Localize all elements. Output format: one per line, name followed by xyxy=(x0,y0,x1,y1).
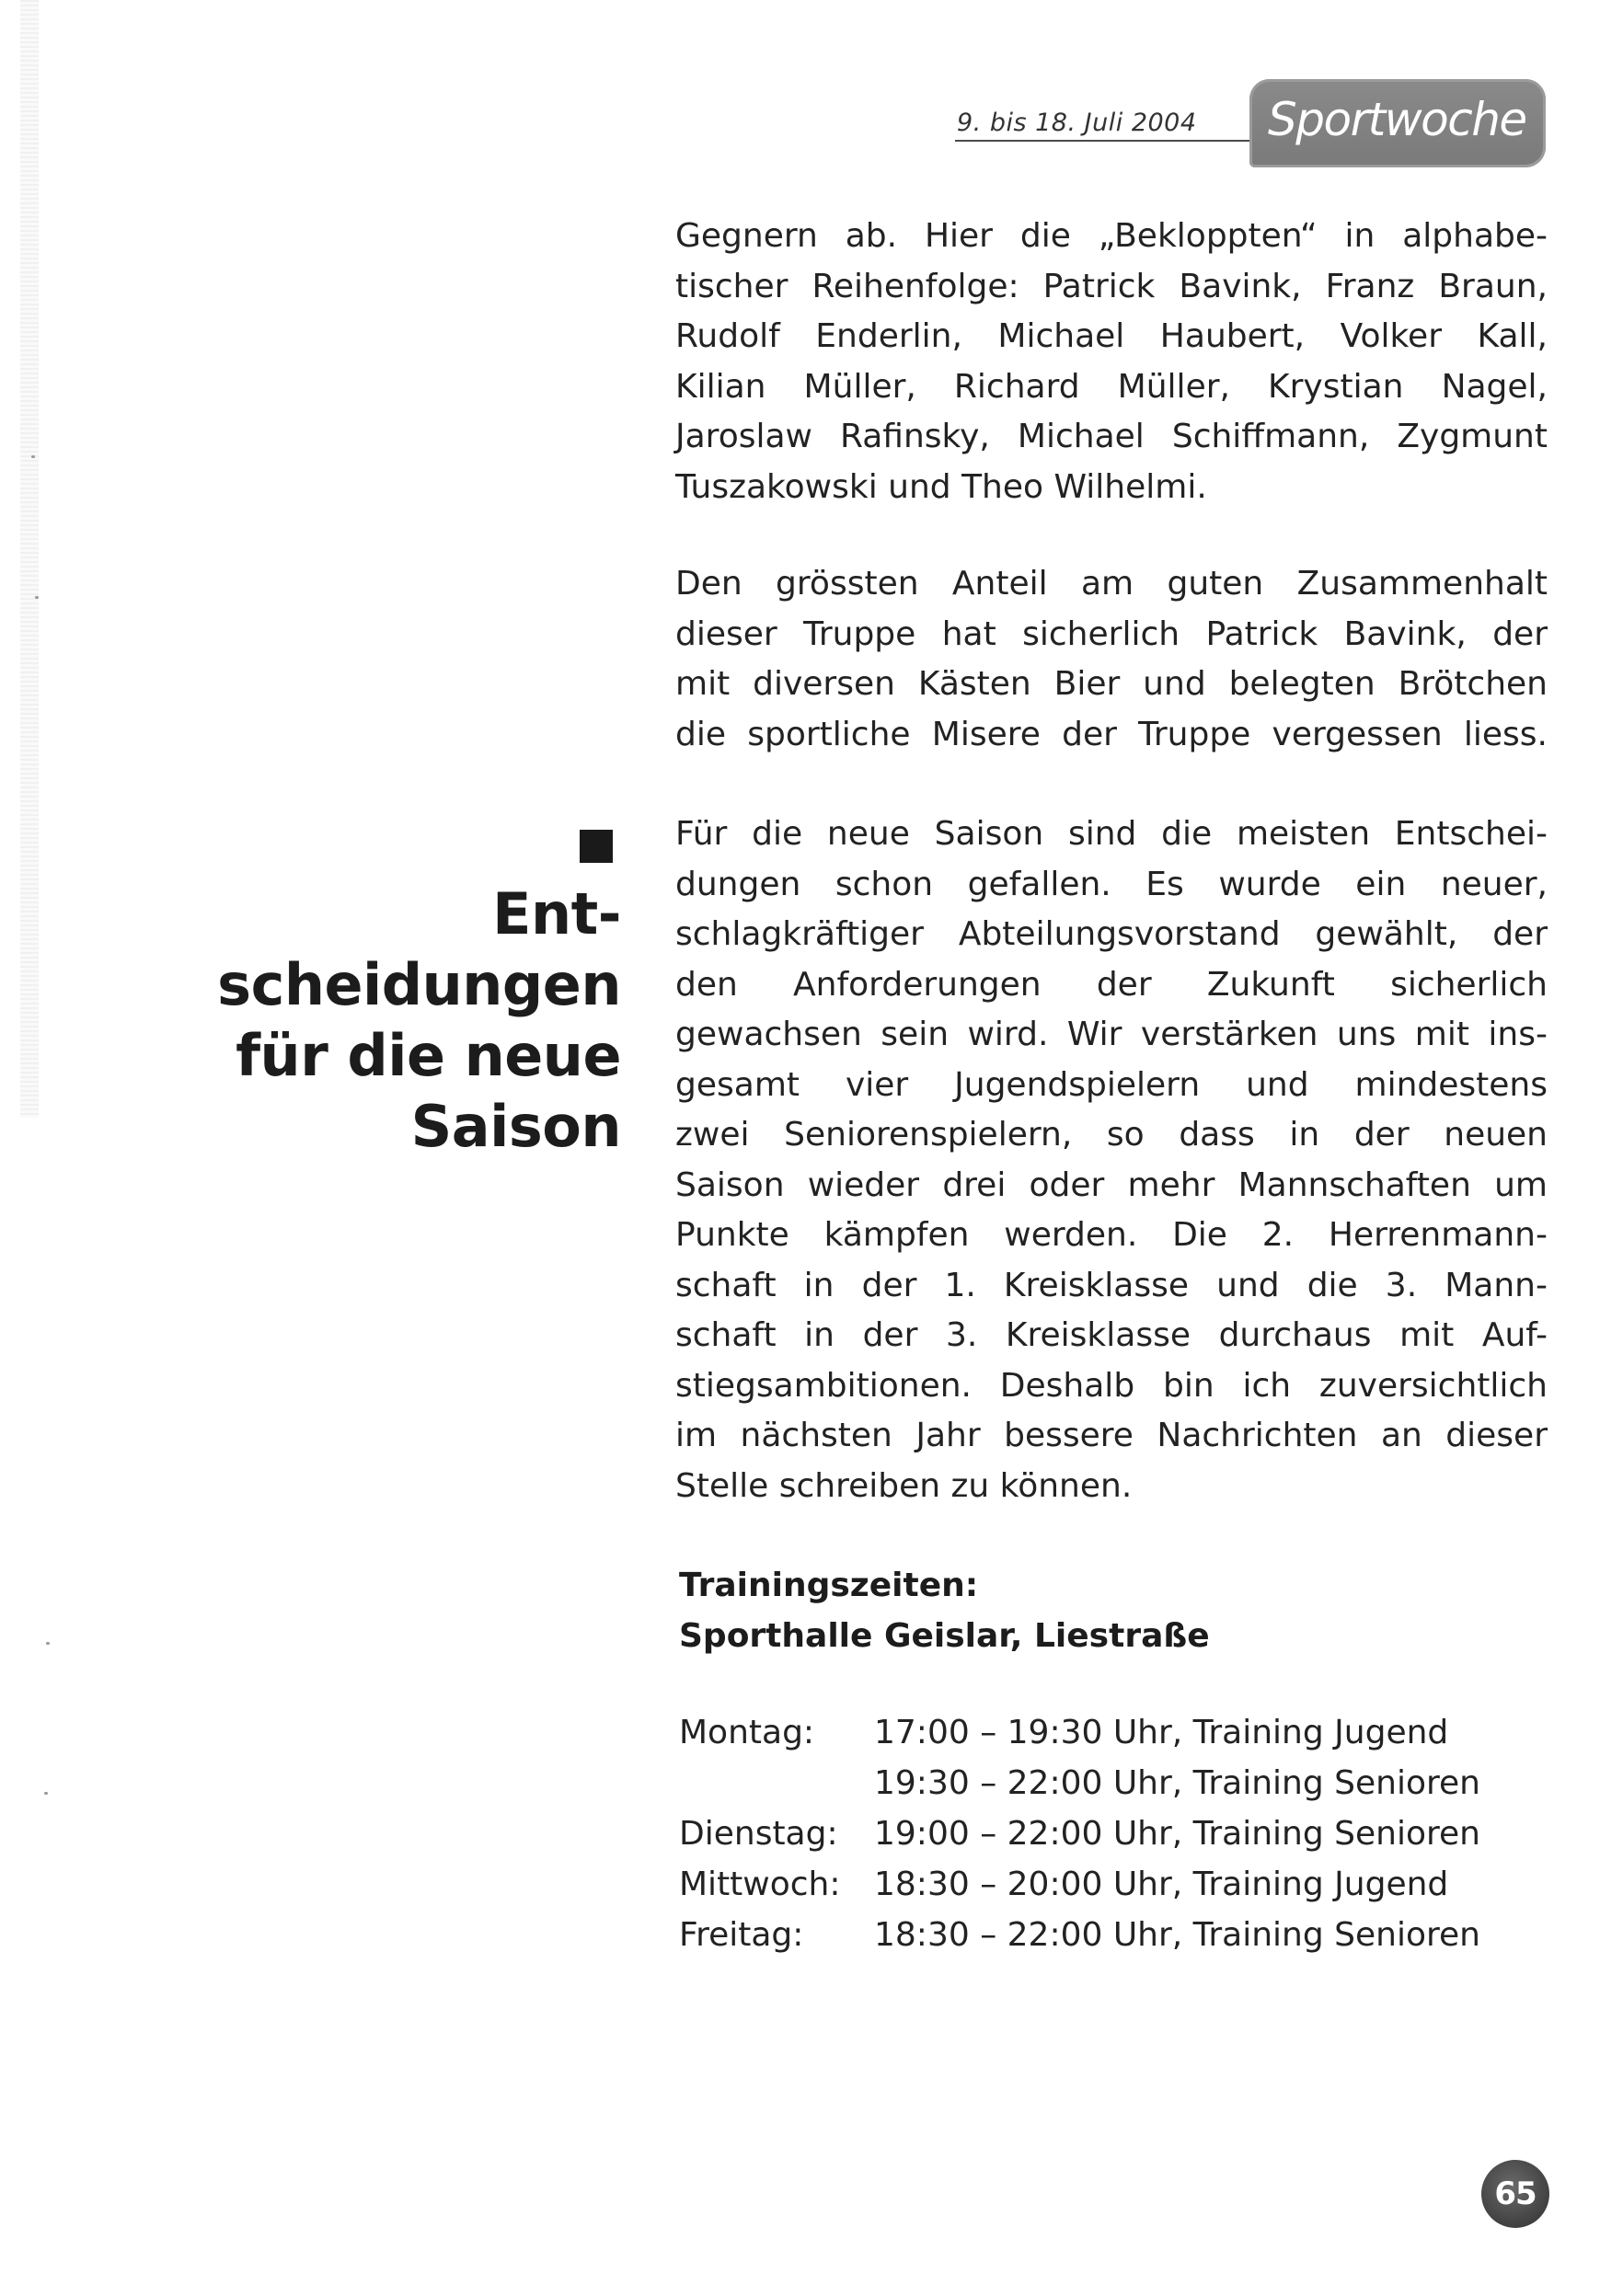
schedule-day: Mittwoch: xyxy=(679,1866,841,1903)
text-line: im nächsten Jahr bessere Nachrichten an dieser xyxy=(675,1417,1548,1454)
side-heading-line: Saison xyxy=(410,1093,621,1160)
text-line: Den grössten Anteil am guten Zusammenhalt xyxy=(675,565,1548,603)
text-line: schaft in der 1. Kreisklasse und die 3. Mann- xyxy=(675,1266,1548,1304)
side-heading-line: Ent- xyxy=(492,880,621,947)
scan-speck xyxy=(46,1642,50,1645)
side-heading xyxy=(184,878,621,1162)
schedule-day: Freitag: xyxy=(679,1916,804,1954)
schedule-row xyxy=(679,1910,1544,1960)
header-rule xyxy=(955,140,1259,142)
scan-edge-artifact xyxy=(20,0,39,1118)
header-badge-label: Sportwoche xyxy=(1268,93,1526,146)
schedule-row xyxy=(679,1859,1544,1910)
text-line: tischer Reihenfolge: Patrick Bavink, Franz Braun, xyxy=(675,267,1548,305)
page-number: 65 xyxy=(1481,2160,1549,2228)
training-title-line: Trainingszeiten: xyxy=(679,1567,979,1604)
schedule-time: 18:30 – 20:00 Uhr, Training Jugend xyxy=(874,1866,1449,1903)
paragraph-3 xyxy=(675,809,1548,1511)
header-date: 9. bis 18. Juli 2004 xyxy=(957,109,1197,137)
heading-marker-square xyxy=(580,830,613,863)
text-line: Punkte kämpfen werden. Die 2. Herrenmann- xyxy=(675,1216,1548,1254)
text-line: mit diversen Kästen Bier und belegten Brötchen xyxy=(675,665,1548,703)
text-line: Stelle schreiben zu können. xyxy=(675,1466,1133,1505)
training-location-line: Sporthalle Geislar, Liestraße xyxy=(679,1617,1210,1655)
paragraph-2 xyxy=(675,559,1548,760)
schedule-time: 17:00 – 19:30 Uhr, Training Jugend xyxy=(874,1714,1449,1751)
text-line: die sportliche Misere der Truppe vergessen liess. xyxy=(675,715,1548,753)
schedule-row xyxy=(679,1808,1544,1859)
training-title xyxy=(679,1560,1507,1661)
text-line: Jaroslaw Rafinsky, Michael Schiffmann, Zygmunt xyxy=(675,418,1548,455)
schedule-day: Dienstag: xyxy=(679,1815,838,1853)
text-line: gesamt vier Jugendspielern und mindestens xyxy=(675,1065,1548,1104)
scan-speck xyxy=(35,596,39,599)
text-line: Rudolf Enderlin, Michael Haubert, Volker Kall, xyxy=(675,317,1548,355)
text-line: Kilian Müller, Richard Müller, Krystian Nagel, xyxy=(675,367,1548,406)
text-line: dieser Truppe hat sicherlich Patrick Bavink, der xyxy=(675,614,1548,653)
side-heading-line: für die neue xyxy=(236,1022,621,1089)
schedule-row xyxy=(679,1758,1544,1808)
scan-speck xyxy=(31,455,35,458)
schedule-time: 19:00 – 22:00 Uhr, Training Senioren xyxy=(874,1815,1480,1853)
schedule-time: 18:30 – 22:00 Uhr, Training Senioren xyxy=(874,1916,1480,1954)
schedule-time: 19:30 – 22:00 Uhr, Training Senioren xyxy=(874,1764,1480,1802)
paragraph-1 xyxy=(675,212,1548,512)
text-line: stiegsambitionen. Deshalb bin ich zuversichtlich xyxy=(675,1366,1548,1405)
text-line: Für die neue Saison sind die meisten Entschei- xyxy=(675,815,1548,853)
text-line: Gegnern ab. Hier die „Bekloppten“ in alphabe- xyxy=(675,217,1548,255)
schedule-day: Montag: xyxy=(679,1714,815,1751)
text-line: Saison wieder drei oder mehr Mannschaften um xyxy=(675,1165,1548,1204)
training-schedule xyxy=(679,1707,1544,1960)
side-heading-line: scheidungen xyxy=(217,951,621,1018)
text-line: gewachsen sein wird. Wir verstärken uns mit ins- xyxy=(675,1016,1548,1053)
text-line: den Anforderungen der Zukunft sicherlich xyxy=(675,965,1548,1004)
scan-speck xyxy=(44,1792,48,1795)
text-line: schaft in der 3. Kreisklasse durchaus mit Auf- xyxy=(675,1316,1548,1354)
schedule-row xyxy=(679,1707,1544,1758)
text-line: schlagkräftiger Abteilungsvorstand gewählt, der xyxy=(675,915,1548,953)
text-line: dungen schon gefallen. Es wurde ein neuer, xyxy=(675,865,1548,903)
text-line: zwei Seniorenspielern, so dass in der neuen xyxy=(675,1116,1548,1154)
text-line: Tuszakowski und Theo Wilhelmi. xyxy=(675,467,1207,506)
